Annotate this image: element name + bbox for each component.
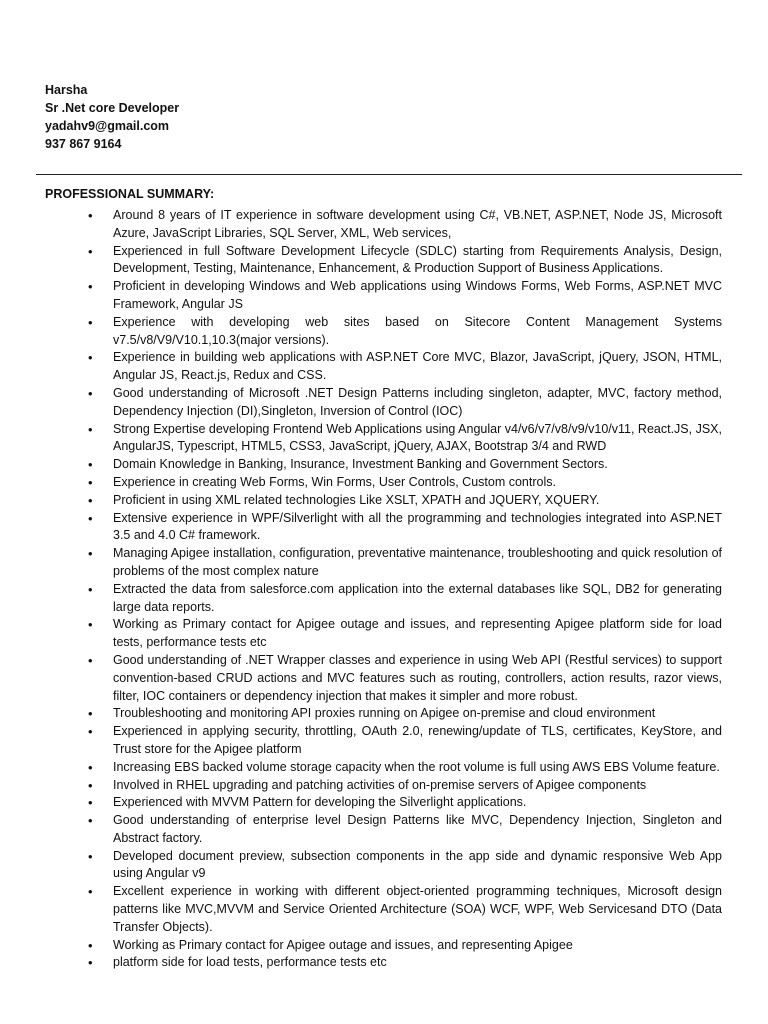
list-item: • Experienced with MVVM Pattern for developing the Silverlight applications. bbox=[88, 794, 722, 812]
candidate-title: Sr .Net core Developer bbox=[45, 101, 180, 115]
list-item: • Involved in RHEL upgrading and patching activities of on-premise servers of Apigee components bbox=[88, 777, 722, 795]
list-item: • Troubleshooting and monitoring API proxies running on Apigee on-premise and cloud environment bbox=[88, 705, 722, 723]
list-item: • Extensive experience in WPF/Silverlight with all the programming and technologies integrated into ASP.NET 3.5 and 4.0 C# framework. bbox=[88, 510, 722, 546]
summary-list bbox=[88, 207, 722, 972]
list-item: • Managing Apigee installation, configuration, preventative maintenance, troubleshooting and quick resolution of problems of the most complex nature bbox=[88, 545, 722, 581]
list-item: • Good understanding of enterprise level Design Patterns like MVC, Dependency Injection, Singleton and Abstract factory. bbox=[88, 812, 722, 848]
list-item: • Proficient in using XML related technologies Like XSLT, XPATH and JQUERY, XQUERY. bbox=[88, 492, 722, 510]
list-item: • Experienced in applying security, throttling, OAuth 2.0, renewing/update of TLS, certificates, KeyStore, and Trust store for the Apigee platform bbox=[88, 723, 722, 759]
list-item: • Experience in creating Web Forms, Win Forms, User Controls, Custom controls. bbox=[88, 474, 722, 492]
list-item: • Experience in building web applications with ASP.NET Core MVC, Blazor, JavaScript, jQuery, JSON, HTML, Angular JS, React.js, Redux and CSS. bbox=[88, 349, 722, 385]
resume-header bbox=[45, 81, 179, 153]
section-heading: PROFESSIONAL SUMMARY: bbox=[45, 187, 215, 201]
list-item: • Good understanding of Microsoft .NET Design Patterns including singleton, adapter, MVC, factory method, Dependency Injection (DI),Singleton, Inversion of Control (IOC) bbox=[88, 385, 722, 421]
list-item: • Excellent experience in working with different object-oriented programming techniques, Microsoft design patterns like MVC,MVVM and Service Oriented Architecture (SOA) WCF, WPF, Web Servicesand DTO (Data Transfer Objects). bbox=[88, 883, 722, 936]
list-item: • Proficient in developing Windows and Web applications using Windows Forms, Web Forms, ASP.NET MVC Framework, Angular JS bbox=[88, 278, 722, 314]
list-item: • Increasing EBS backed volume storage capacity when the root volume is full using AWS EBS Volume feature. bbox=[88, 759, 722, 777]
list-item: • Developed document preview, subsection components in the app side and dynamic responsive Web App using Angular v9 bbox=[88, 848, 722, 884]
candidate-email: yadahv9@gmail.com bbox=[45, 119, 170, 133]
list-item: • Working as Primary contact for Apigee outage and issues, and representing Apigee bbox=[88, 937, 722, 955]
candidate-name: Harsha bbox=[45, 83, 88, 97]
list-item: • Strong Expertise developing Frontend Web Applications using Angular v4/v6/v7/v8/v9/v10/v11, React.JS, JSX, AngularJS, Typescript, HTML5, CSS3, JavaScript, jQuery, AJAX, Bootstrap 3/4 and RWD bbox=[88, 421, 722, 457]
list-item: • Around 8 years of IT experience in software development using C#, VB.NET, ASP.NET, Node JS, Microsoft Azure, JavaScript Libraries, SQL Server, XML, Web services, bbox=[88, 207, 722, 243]
header-divider bbox=[36, 174, 742, 175]
list-item: • platform side for load tests, performance tests etc bbox=[88, 954, 722, 972]
list-item: • Experienced in full Software Development Lifecycle (SDLC) starting from Requirements Analysis, Design, Development, Testing, Maintenance, Enhancement, & Production Support of Business Applications. bbox=[88, 243, 722, 279]
list-item: • Good understanding of .NET Wrapper classes and experience in using Web API (Restful services) to support convention-based CRUD actions and MVC features such as routing, controllers, action results, razor views, filter, IOC containers or dependency injection that makes it simpler and more robust. bbox=[88, 652, 722, 705]
list-item: • Experience with developing web sites based on Sitecore Content Management Systems v7.5/v8/V9/V10.1,10.3(major versions). bbox=[88, 314, 722, 350]
list-item: • Working as Primary contact for Apigee outage and issues, and representing Apigee platform side for load tests, performance tests etc bbox=[88, 616, 722, 652]
list-item: • Extracted the data from salesforce.com application into the external databases like SQL, DB2 for generating large data reports. bbox=[88, 581, 722, 617]
list-item: • Domain Knowledge in Banking, Insurance, Investment Banking and Government Sectors. bbox=[88, 456, 722, 474]
candidate-phone: 937 867 9164 bbox=[45, 137, 122, 151]
